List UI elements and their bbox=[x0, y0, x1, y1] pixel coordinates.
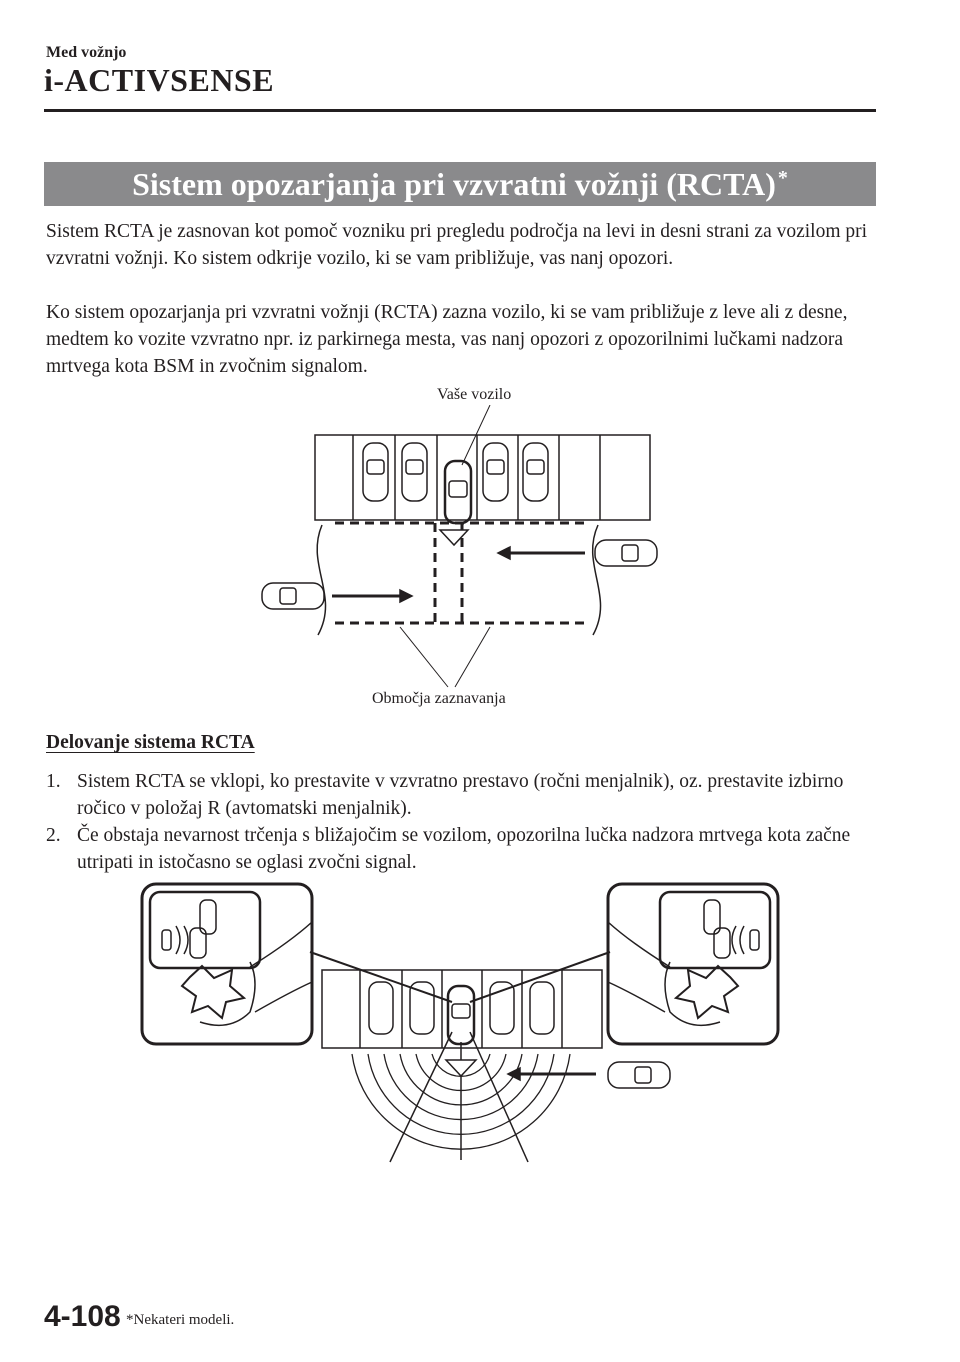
parked-car-icon bbox=[363, 443, 388, 501]
reverse-arrow-icon bbox=[440, 530, 468, 545]
optional-equipment-mark: * bbox=[777, 166, 788, 189]
chapter-title: i-ACTIVSENSE bbox=[44, 62, 275, 98]
your-vehicle-icon bbox=[445, 461, 471, 523]
page-number: 4-108 bbox=[44, 1300, 121, 1333]
intro-paragraph-2: Ko sistem opozarjanja pri vzvratni vožnji (RCTA) zazna vozilo, ki se vam približuje z leve ali z desne, medtem ko vozite vzvratno npr. iz parkirnega mesta, vas nanj opozori z opozorilnimi lučkami nadzora mrtvega kota BSM in zvočnim signalom. bbox=[46, 302, 848, 377]
detection-zones-label: Območja zaznavanja bbox=[372, 690, 506, 707]
left-warning-flash-icon bbox=[182, 966, 244, 1018]
approaching-car-icon bbox=[608, 1062, 670, 1088]
your-vehicle-label: Vaše vozilo bbox=[437, 386, 512, 403]
reverse-arrow-icon bbox=[446, 1060, 476, 1076]
section-label: Med vožnjo bbox=[46, 44, 127, 61]
footnote: *Nekateri modeli. bbox=[126, 1312, 235, 1328]
parked-car-icon bbox=[523, 443, 548, 501]
list-item-number: 2. bbox=[46, 825, 61, 846]
rcta-warning-diagram bbox=[140, 882, 780, 1172]
right-warning-flash-icon bbox=[676, 966, 738, 1018]
left-mirror-panel bbox=[142, 884, 312, 1044]
rcta-detection-diagram bbox=[250, 405, 670, 695]
your-vehicle-icon bbox=[448, 986, 474, 1044]
parked-car-icon bbox=[483, 443, 508, 501]
parked-car-icon bbox=[402, 443, 427, 501]
approaching-car-right-icon bbox=[595, 540, 657, 566]
approaching-car-left-icon bbox=[262, 583, 324, 609]
list-item-text: Sistem RCTA se vklopi, ko prestavite v vzvratno prestavo (ročni menjalnik), oz. prestavite izbirno ročico v položaj R (avtomatski menjalnik). bbox=[77, 771, 844, 819]
header-rule bbox=[44, 109, 876, 112]
intro-paragraph-1: Sistem RCTA je zasnovan kot pomoč vozniku pri pregledu področja na levi in desni strani za vozilom pri vzvratni vožnji. Ko sistem odkrije vozilo, ki se vam približuje, vas nanj opozori. bbox=[46, 221, 868, 269]
operation-heading: Delovanje sistema RCTA bbox=[46, 732, 255, 753]
list-item-number: 1. bbox=[46, 771, 61, 792]
parking-lot-outline bbox=[322, 970, 602, 1048]
list-item-text: Če obstaja nevarnost trčenja s bližajočim se vozilom, opozorilna lučka nadzora mrtvega kota začne utripati in istočasno se oglasi zvočni signal. bbox=[77, 825, 851, 873]
section-title-band bbox=[44, 162, 876, 206]
section-title: Sistem opozarjanja pri vzvratni vožnji (RCTA) bbox=[132, 165, 776, 202]
right-mirror-panel bbox=[608, 884, 778, 1044]
